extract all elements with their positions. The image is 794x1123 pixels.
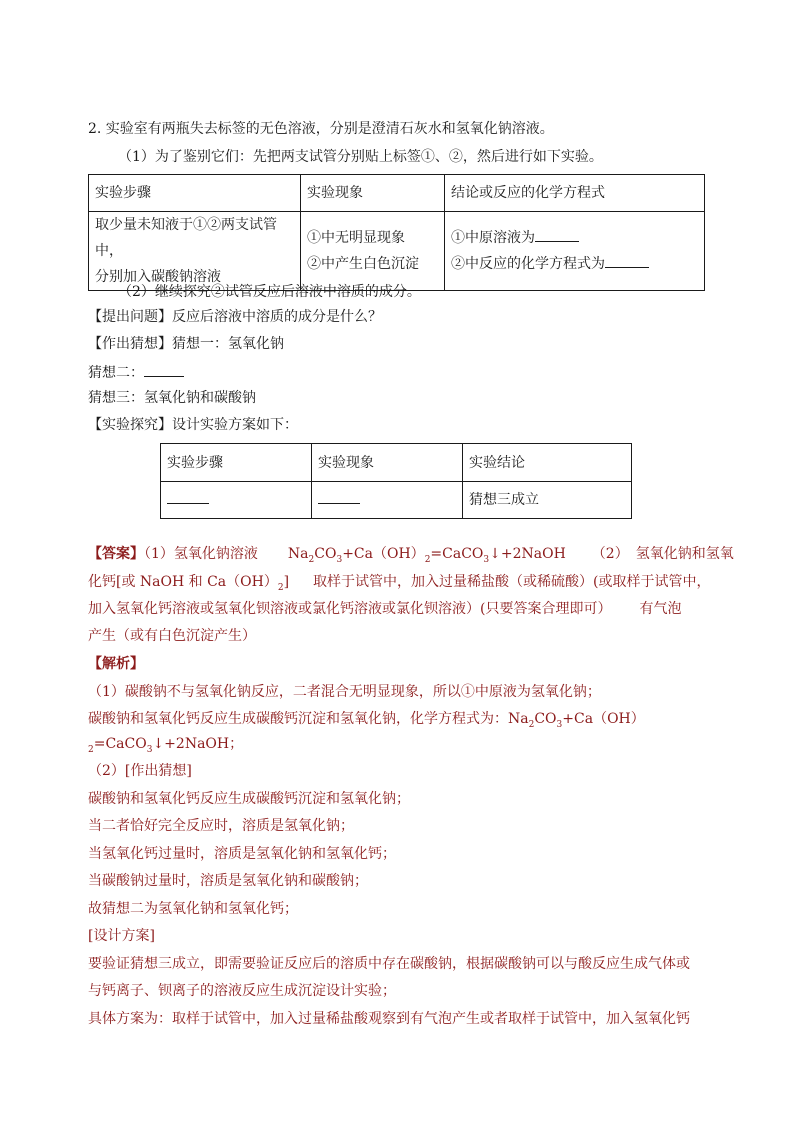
table1-phen-line2: ②中产生白色沉淀 <box>307 256 419 272</box>
analysis-p12: 与钙离子、钡离子的溶液反应生成沉淀设计实验； <box>88 983 396 999</box>
table2-header-phenomenon: 实验现象 <box>312 444 463 482</box>
table2-phenomenon-cell <box>312 482 463 519</box>
table1-conclusion-cell <box>445 212 705 291</box>
answer-line-2: 化钙[或 NaOH 和 $Ca(OH)_2$] 取样于试管中，加入过量稀盐酸（或稀硫酸）(或取样于试管中， <box>88 574 711 593</box>
answer-blank <box>535 227 579 242</box>
answer-equation: $Na_2CO_3+Ca(OH)_2=CaCO_3↓+2NaOH$ <box>287 546 566 565</box>
question-stem: 2. 实验室有两瓶失去标签的无色溶液，分别是澄清石灰水和氢氧化钠溶液。 <box>88 121 554 137</box>
answer-line-1: 【答案】（1）氢氧化钠溶液 $Na_2CO_3+Ca(OH)_2=CaCO_3↓+2NaOH$ （2） 氢氧化钠和氢氧 <box>88 546 734 565</box>
analysis-p8: 当碳酸钠过量时，溶质是氢氧化钠和碳酸钠； <box>88 873 368 889</box>
table2-conclusion-cell: 猜想三成立 <box>463 482 632 519</box>
analysis-label: 【解析】 <box>88 656 144 672</box>
analysis-p10: [设计方案] <box>88 928 155 944</box>
analysis-p1: （1）碳酸钠不与氢氧化钠反应，二者混合无明显现象，所以①中原液为氢氧化钠； <box>88 684 601 700</box>
analysis-p2: 碳酸钠和氢氧化钙反应生成碳酸钙沉淀和氢氧化钠，化学方程式为：$Na_2CO_3+Ca(OH)$ <box>88 711 645 730</box>
analysis-p6: 当二者恰好完全反应时，溶质是氢氧化钠； <box>88 818 354 834</box>
table1-phenomenon-cell <box>301 212 445 291</box>
table1-header-conclusion: 结论或反应的化学方程式 <box>445 175 705 212</box>
ask-problem: 【提出问题】反应后溶液中溶质的成分是什么？ <box>88 309 382 325</box>
analysis-p11: 要验证猜想三成立，即需要验证反应后的溶质中存在碳酸钠，根据碳酸钠可以与酸反应生成气体或 <box>88 956 690 972</box>
table2-header-conclusion: 实验结论 <box>463 444 632 482</box>
table1-phen-line1: ①中无明显现象 <box>307 230 405 246</box>
answer-blank <box>144 362 184 377</box>
answer-blank <box>167 489 209 504</box>
analysis-p3: $_2$=CaCO$_3$↓+2NaOH； <box>88 736 244 755</box>
table2-step-cell <box>161 482 312 519</box>
table1-header-steps: 实验步骤 <box>89 175 301 212</box>
table1-concl-line2: ②中反应的化学方程式为 <box>451 256 605 272</box>
table1-step-line1: 取少量未知液于①②两支试管中， <box>95 217 277 259</box>
answer-line-3: 加入氢氧化钙溶液或氢氧化钡溶液或氯化钙溶液或氯化钡溶液）(只要答案合理即可） 有气泡 <box>88 601 682 617</box>
experiment-table-2 <box>160 443 632 519</box>
guess-three: 猜想三：氢氧化钠和碳酸钠 <box>88 390 256 406</box>
analysis-p9: 故猜想二为氢氧化钠和氢氧化钙； <box>88 901 298 917</box>
analysis-p4: （2）[作出猜想] <box>88 763 192 779</box>
guess-one: 【作出猜想】猜想一：氢氧化钠 <box>88 336 284 352</box>
analysis-p13: 具体方案为：取样于试管中，加入过量稀盐酸观察到有气泡产生或者取样于试管中，加入氢氧化钙 <box>88 1011 690 1027</box>
analysis-p5: 碳酸钠和氢氧化钙反应生成碳酸钙沉淀和氢氧化钠； <box>88 791 410 807</box>
experiment-table-1 <box>88 174 705 291</box>
table2-header-steps: 实验步骤 <box>161 444 312 482</box>
answer-line-4: 产生（或有白色沉淀产生） <box>88 628 256 644</box>
answer-label: 【答案】 <box>88 546 144 562</box>
part1-intro: （1）为了鉴别它们：先把两支试管分别贴上标签①、②，然后进行如下实验。 <box>118 149 603 165</box>
table1-concl-line1: ①中原溶液为 <box>451 230 535 246</box>
analysis-p7: 当氢氧化钙过量时，溶质是氢氧化钠和氢氧化钙； <box>88 846 396 862</box>
guess-two: 猜想二： <box>88 362 184 382</box>
part2-intro: （2）继续探究②试管反应后溶液中溶质的成分。 <box>118 284 421 300</box>
answer-blank <box>318 489 360 504</box>
answer-blank <box>605 253 649 268</box>
table1-step-cell <box>89 212 301 291</box>
table1-step-line2: 分别加入碳酸钠溶液 <box>95 269 221 285</box>
table1-header-phenomenon: 实验现象 <box>301 175 445 212</box>
explore-heading: 【实验探究】设计实验方案如下： <box>88 417 298 433</box>
